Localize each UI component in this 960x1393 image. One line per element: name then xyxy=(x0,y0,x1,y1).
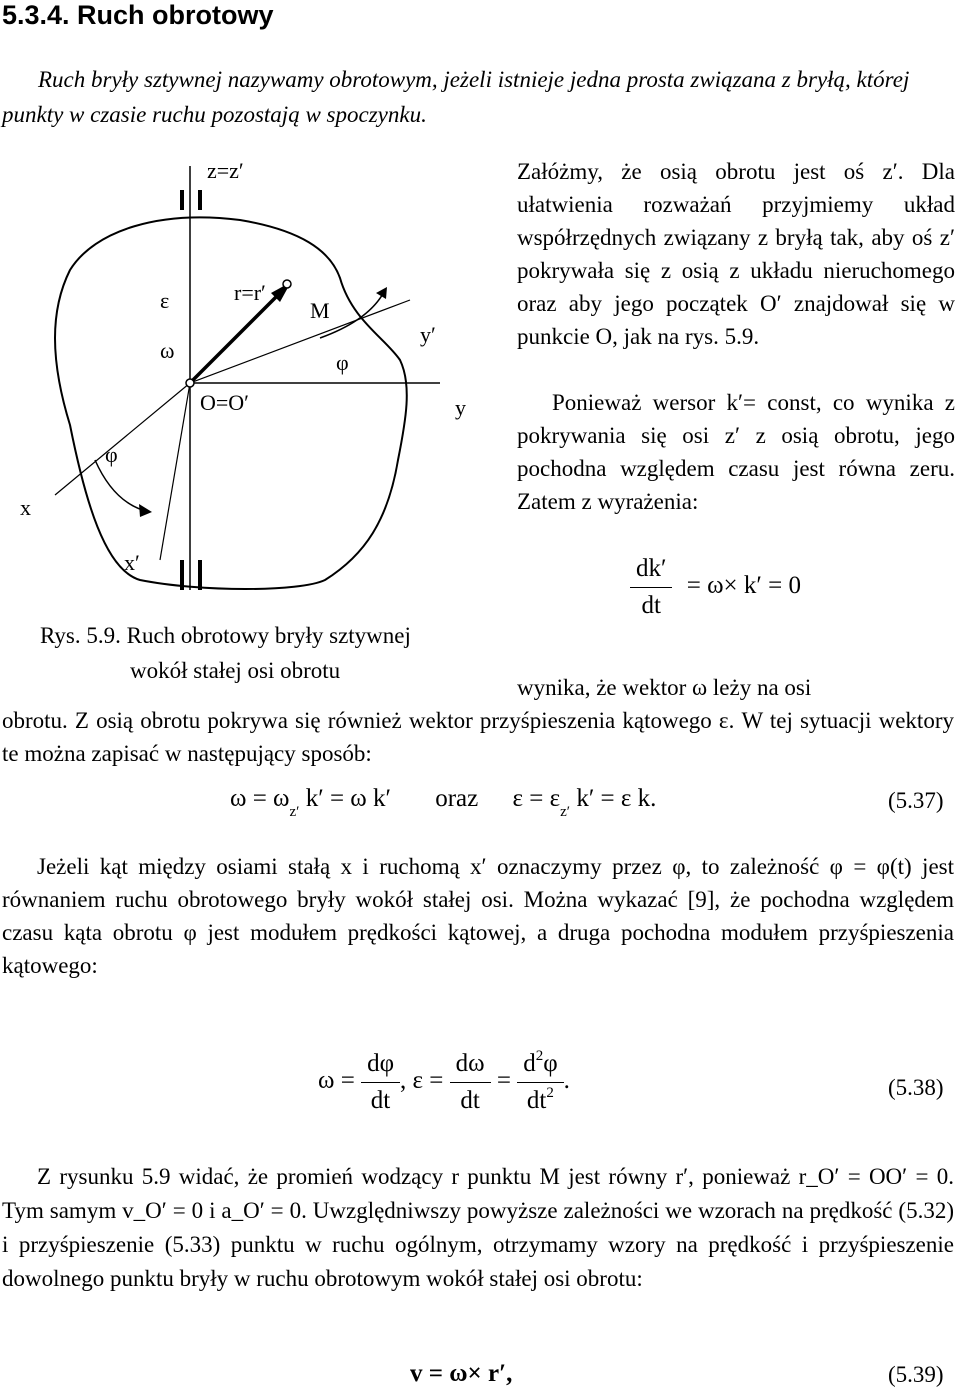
fraction-dt2 xyxy=(517,1083,563,1115)
eq-omega-subscript: z′ xyxy=(289,804,300,820)
fraction-numerator: dk′ xyxy=(630,555,672,588)
paragraph-omega-axis-start: wynika, że wektor ω leży na osi xyxy=(517,675,812,700)
fraction-dphi: dφ xyxy=(361,1050,400,1083)
figure-caption xyxy=(40,618,411,688)
point-M xyxy=(283,280,291,288)
denominator-exponent: 2 xyxy=(546,1085,554,1101)
eq-eps-subscript: z′ xyxy=(560,804,571,820)
fraction-dt-2: dt xyxy=(460,1087,480,1114)
figure-rotation-diagram xyxy=(0,160,500,600)
fraction-dk-dt xyxy=(630,555,672,620)
phi-outer-arrowhead xyxy=(139,504,152,517)
eq-eps-left: ε = ε xyxy=(512,785,561,812)
figure-caption-line2: wokół stałej osi obrotu xyxy=(130,658,341,683)
fraction-denominator: dt xyxy=(641,592,661,619)
fraction-domega-dt xyxy=(450,1050,491,1115)
label-omega: ω xyxy=(160,338,175,363)
eq-omega-right: k′ = ω k′ xyxy=(299,785,391,812)
paragraph-omega-axis-rest: obrotu. Z osią obrotu pokrywa się również wektor przyśpieszenia kątowego ε. W tej sytuacji wektory te można zapisać w następujący sposób: xyxy=(2,708,954,766)
eq-period: . xyxy=(563,1067,570,1095)
paragraph-rotation-angle: Jeżeli kąt między osiami stałą x i ruchomą x′ oznaczymy przez φ, to zależność φ = φ(t) jest równaniem ruchu obrotowego bryły wokół stałej osi. Można wykazać [9], że pochodna względem czasu kąta obrotu φ jest modułem prędkości kątowej, a druga pochodna modułem przyśpieszenia kątowego: xyxy=(2,854,954,978)
label-x-prime: x′ xyxy=(124,550,140,575)
fraction-d2phi xyxy=(517,1050,563,1083)
equation-number-5-37: (5.37) xyxy=(888,788,944,813)
paragraph-unit-vector: Ponieważ wersor k′= const, co wynika z pokrywania się osi z′ z osią obrotu, jego pochodna względem czasu jest równa zeru. Zatem z wyrażenia: xyxy=(517,390,955,514)
label-phi-inner: φ xyxy=(336,350,349,375)
numerator-exponent: 2 xyxy=(535,1048,544,1064)
equation-number-5-39: (5.39) xyxy=(888,1362,944,1387)
paragraph-axis-setup: Załóżmy, że osią obrotu jest oś z′. Dla ułatwienia rozważań przyjmiemy układ współrzędnych związany z bryłą tak, aby oś z′ pokrywała się z osią z układu nieruchomego oraz aby jego początek O′ znajdował się w punkcie O, jak na rys. 5.9. xyxy=(517,159,955,349)
equation-5-38 xyxy=(318,1050,570,1115)
point-O xyxy=(186,379,194,387)
section-heading: 5.3.4. Ruch obrotowy xyxy=(2,0,274,30)
d-symbol: d xyxy=(523,1050,536,1077)
label-M: M xyxy=(310,298,330,323)
equation-number-5-38: (5.38) xyxy=(888,1075,944,1100)
equation-5-37 xyxy=(230,785,657,820)
x-prime-axis xyxy=(160,383,190,560)
phi-outer-arc xyxy=(95,460,150,512)
eq-equals: = xyxy=(496,1067,511,1095)
eq-eps-lhs: , ε = xyxy=(400,1067,444,1095)
fraction-dphi-dt xyxy=(361,1050,400,1115)
label-z-axis: z=z′ xyxy=(207,160,244,183)
label-r: r=r′ xyxy=(234,280,266,305)
paragraph-radius-vector: Z rysunku 5.9 widać, że promień wodzący r punktu M jest równy r′, ponieważ r_O′ = OO′ = 0. Tym samym v_O′ = 0 i a_O′ = 0. Uwzględniwszy powyższe zależności we wzorach na prędkość (5.32) i przyśpieszenie (5.33) punktu w ruchu ogólnym, otrzymamy wzory na prędkość i przyśpieszenie dowolnego punktu bryły w ruchu obrotowym wokół stałej osi obrotu: xyxy=(2,1164,954,1291)
label-epsilon: ε xyxy=(160,288,170,313)
label-y: y xyxy=(455,395,466,420)
eq-omega-left: ω = ω xyxy=(230,785,290,812)
eq-eps-right: k′ = ε k. xyxy=(570,785,657,812)
equation-dk-dt xyxy=(630,555,801,620)
phi-symbol: φ xyxy=(543,1050,558,1077)
y-prime-axis xyxy=(190,300,410,383)
label-x: x xyxy=(20,495,31,520)
label-origin: O=O′ xyxy=(200,390,249,415)
x-axis xyxy=(55,383,190,495)
equation-rhs: = ω× k′ = 0 xyxy=(686,572,801,600)
label-y-prime: y′ xyxy=(420,322,436,347)
axis-bearing-marks xyxy=(182,190,200,590)
intro-definition: Ruch bryły sztywnej nazywamy obrotowym, jeżeli istnieje jedna prosta związana z bryłą, której punkty w czasie ruchu pozostają w spoczynku. xyxy=(2,67,910,127)
dt-symbol: dt xyxy=(526,1087,547,1114)
eq-omega-lhs: ω = xyxy=(318,1067,355,1095)
fraction-d2phi-dt2 xyxy=(517,1050,563,1115)
equation-5-39: v = ω× r′, xyxy=(410,1360,513,1387)
label-phi-outer: φ xyxy=(105,442,118,467)
figure-caption-line1: Rys. 5.9. Ruch obrotowy bryły sztywnej xyxy=(40,623,411,648)
eq-conjunction: oraz xyxy=(435,785,479,812)
fraction-dt-1: dt xyxy=(370,1087,391,1114)
fraction-domega: dω xyxy=(450,1050,491,1083)
